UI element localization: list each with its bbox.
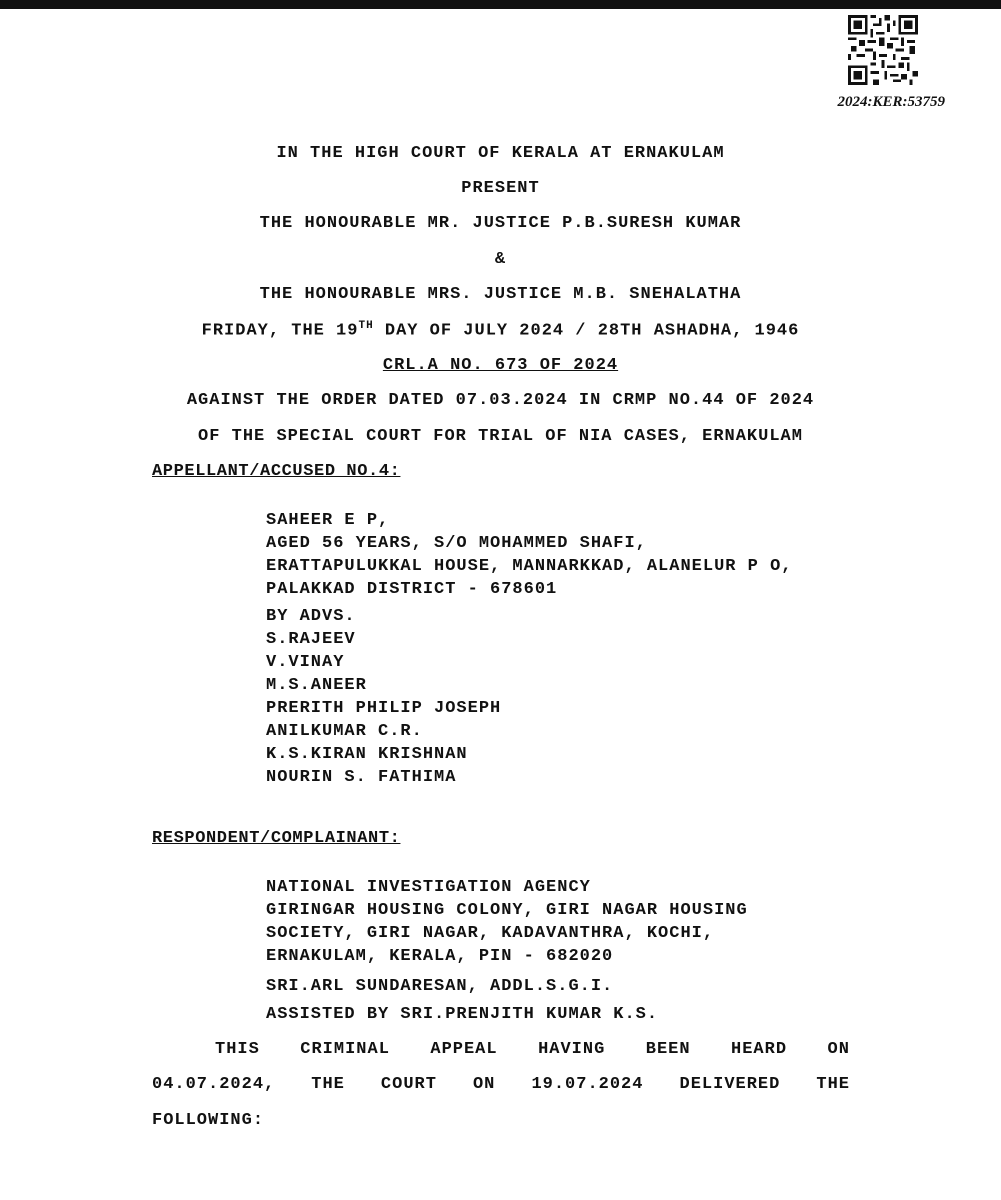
closing-word: ON <box>472 1075 496 1094</box>
closing-word: HEARD <box>731 1040 788 1059</box>
date-superscript: TH <box>358 320 374 332</box>
counsel-item: PRERITH PHILIP JOSEPH <box>266 699 502 718</box>
counsel-item: K.S.KIRAN KRISHNAN <box>266 745 468 764</box>
closing-word: HAVING <box>538 1040 606 1059</box>
address-line: NATIONAL INVESTIGATION AGENCY <box>266 878 591 897</box>
respondent-counsel-list <box>266 973 658 1029</box>
address-line: AGED 56 YEARS, S/O MOHAMMED SHAFI, <box>266 534 647 553</box>
date-suffix: DAY OF JULY 2024 / 28TH ASHADHA, 1946 <box>373 321 800 341</box>
respondent-address <box>266 876 748 968</box>
address-line: ERNAKULAM, KERALA, PIN - 682020 <box>266 947 614 966</box>
closing-line-one <box>152 1040 850 1059</box>
court-name: IN THE HIGH COURT OF KERALA AT ERNAKULAM <box>276 144 725 163</box>
judge-two: THE HONOURABLE MRS. JUSTICE M.B. SNEHALATHA <box>259 285 742 304</box>
neutral-citation: 2024:KER:53759 <box>837 94 945 110</box>
closing-word: CRIMINAL <box>300 1040 390 1059</box>
address-line: ERATTAPULUKKAL HOUSE, MANNARKKAD, ALANELUR P O, <box>266 557 793 576</box>
closing-word: BEEN <box>645 1040 691 1059</box>
judge-one: THE HONOURABLE MR. JUSTICE P.B.SURESH KUMAR <box>259 214 742 233</box>
counsel-item: M.S.ANEER <box>266 676 367 695</box>
closing-word: THE <box>816 1075 850 1094</box>
closing-word: ON <box>827 1040 850 1059</box>
appellant-heading: APPELLANT/ACCUSED NO.4: <box>152 462 401 481</box>
closing-word: THIS <box>215 1040 260 1059</box>
appellant-counsel-list <box>266 605 501 789</box>
counsel-item: ASSISTED BY SRI.PRENJITH KUMAR K.S. <box>266 1005 659 1024</box>
counsel-item: S.RAJEEV <box>266 630 356 649</box>
top-bar <box>0 0 1001 9</box>
closing-word: THE <box>311 1075 345 1094</box>
closing-line-two <box>152 1075 850 1094</box>
date-prefix: FRIDAY, THE 19 <box>201 321 359 341</box>
case-number <box>0 356 1001 375</box>
address-line: SAHEER E P, <box>266 511 390 530</box>
hearing-date <box>0 320 1001 341</box>
appellant-address <box>266 509 792 601</box>
against-order-line: AGAINST THE ORDER DATED 07.03.2024 IN CRMP NO.44 OF 2024 <box>186 391 815 410</box>
closing-word: DELIVERED <box>679 1075 781 1094</box>
respondent-heading: RESPONDENT/COMPLAINANT: <box>152 829 401 848</box>
case-number-text: CRL.A NO. 673 OF 2024 <box>382 356 619 375</box>
qr-code-icon <box>848 15 918 85</box>
counsel-item: V.VINAY <box>266 653 345 672</box>
address-line: SOCIETY, GIRI NAGAR, KADAVANTHRA, KOCHI, <box>266 924 715 943</box>
closing-word: APPEAL <box>430 1040 498 1059</box>
address-line: GIRINGAR HOUSING COLONY, GIRI NAGAR HOUSING <box>266 901 748 920</box>
ampersand: & <box>494 250 507 269</box>
closing-word: 19.07.2024 <box>531 1075 644 1094</box>
address-line: PALAKKAD DISTRICT - 678601 <box>266 580 558 599</box>
closing-word: COURT <box>380 1075 437 1094</box>
counsel-item: NOURIN S. FATHIMA <box>266 768 457 787</box>
counsel-item: SRI.ARL SUNDARESAN, ADDL.S.G.I. <box>266 977 614 996</box>
closing-line-three: FOLLOWING: <box>152 1111 265 1130</box>
closing-word: 04.07.2024, <box>152 1075 276 1094</box>
present-label: PRESENT <box>461 179 540 198</box>
counsel-item: ANILKUMAR C.R. <box>266 722 423 741</box>
counsel-item: BY ADVS. <box>266 607 356 626</box>
special-court-line: OF THE SPECIAL COURT FOR TRIAL OF NIA CASES, ERNAKULAM <box>198 427 803 446</box>
